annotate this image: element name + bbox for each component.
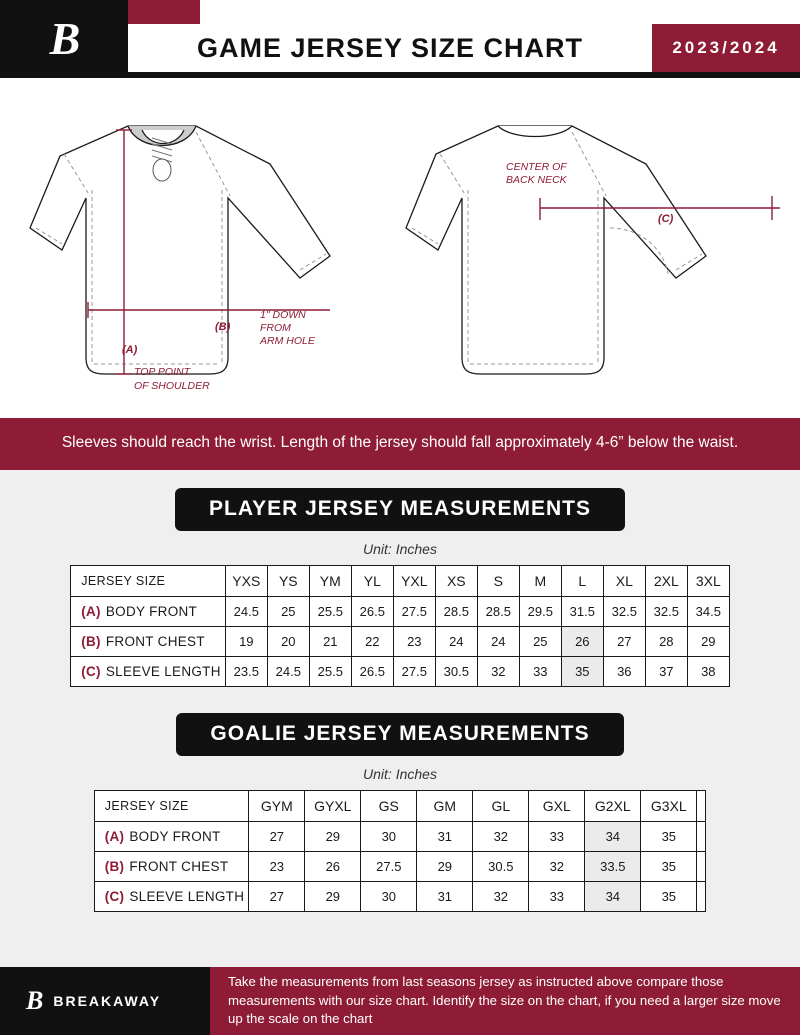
measurement-value: 30 <box>361 822 417 852</box>
measurement-value: 24.5 <box>225 597 267 627</box>
footer-brand <box>0 967 210 1035</box>
table-row <box>71 597 730 627</box>
measurement-value: 33 <box>529 882 585 912</box>
measurement-value: 23 <box>393 627 435 657</box>
measurement-value: 21 <box>309 627 351 657</box>
label-a-front: (A) <box>122 344 138 356</box>
measurement-value: 31 <box>417 822 473 852</box>
svg-text:FROM: FROM <box>260 322 291 334</box>
measurement-tag: (B) <box>81 634 101 650</box>
measurement-value: 22 <box>351 627 393 657</box>
jersey-diagram-svg <box>0 78 800 418</box>
measurement-value: 19 <box>225 627 267 657</box>
measurement-label: (B) FRONT CHEST <box>94 852 249 882</box>
player-section-header <box>0 470 800 531</box>
measurement-value: 29.5 <box>519 597 561 627</box>
measurement-value: 34 <box>585 882 641 912</box>
size-header-gym: GYM <box>249 791 305 822</box>
measurement-value: 27.5 <box>393 657 435 687</box>
measurement-value: 35 <box>561 657 603 687</box>
size-header-s: S <box>477 566 519 597</box>
size-header-gm: GM <box>417 791 473 822</box>
size-header-ys: YS <box>267 566 309 597</box>
size-header-gl: GL <box>473 791 529 822</box>
annotation-center-back-neck <box>506 161 568 186</box>
size-header-gs: GS <box>361 791 417 822</box>
jersey-size-header: JERSEY SIZE <box>94 791 249 822</box>
measurement-value: 30.5 <box>473 852 529 882</box>
goalie-unit-label: Unit: Inches <box>363 766 437 783</box>
svg-text:CENTER OF: CENTER OF <box>506 161 567 173</box>
measurement-value: 26 <box>561 627 603 657</box>
measurement-tag: (C) <box>104 889 125 905</box>
measurement-value: 31.5 <box>561 597 603 627</box>
measurement-value: 25 <box>519 627 561 657</box>
measurement-value: 27.5 <box>361 852 417 882</box>
measurement-value: 24 <box>435 627 477 657</box>
measurement-tag: (A) <box>81 604 101 620</box>
brand-logo-letter: B <box>49 13 79 64</box>
table-row <box>94 822 706 852</box>
measurement-value: 26.5 <box>351 597 393 627</box>
goalie-section-header <box>0 687 800 756</box>
measurement-value: 25 <box>267 597 309 627</box>
svg-text:1" DOWN: 1" DOWN <box>260 309 306 321</box>
size-header-gyxl: GYXL <box>305 791 361 822</box>
measurement-value: 35 <box>641 852 697 882</box>
measurement-tag: (B) <box>104 859 125 875</box>
spacer-cell <box>697 852 706 882</box>
measurement-value: 30.5 <box>435 657 477 687</box>
measurement-value: 28 <box>645 627 687 657</box>
size-header-2xl: 2XL <box>645 566 687 597</box>
table-header-row <box>94 791 706 822</box>
measurement-value: 32 <box>477 657 519 687</box>
jersey-diagram <box>0 78 800 418</box>
measurement-value: 29 <box>687 627 729 657</box>
page-footer <box>0 967 800 1035</box>
measurement-value: 29 <box>417 852 473 882</box>
sizing-note: Sleeves should reach the wrist. Length of the jersey should fall approximately 4-6” below the waist. <box>0 418 800 470</box>
size-header-g2xl: G2XL <box>585 791 641 822</box>
measurement-value: 24.5 <box>267 657 309 687</box>
measurement-value: 35 <box>641 822 697 852</box>
measurement-value: 32 <box>473 822 529 852</box>
size-header-xl: XL <box>603 566 645 597</box>
size-header-xs: XS <box>435 566 477 597</box>
measurement-value: 32.5 <box>603 597 645 627</box>
measurement-value: 29 <box>305 882 361 912</box>
brand-logo <box>0 0 128 78</box>
measurement-value: 28.5 <box>477 597 519 627</box>
svg-text:TOP POINT: TOP POINT <box>134 366 191 378</box>
jersey-size-header: JERSEY SIZE <box>71 566 226 597</box>
size-header-3xl: 3XL <box>687 566 729 597</box>
measurement-value: 30 <box>361 882 417 912</box>
measurement-value: 24 <box>477 627 519 657</box>
measurement-label: (A) BODY FRONT <box>94 822 249 852</box>
size-header-yxs: YXS <box>225 566 267 597</box>
size-header-l: L <box>561 566 603 597</box>
measurement-value: 33 <box>529 822 585 852</box>
table-row <box>71 657 730 687</box>
season-badge: 2023/2024 <box>652 24 800 72</box>
measurement-value: 35 <box>641 882 697 912</box>
measurement-value: 25.5 <box>309 657 351 687</box>
measurement-value: 26 <box>305 852 361 882</box>
measurement-value: 28.5 <box>435 597 477 627</box>
measurement-value: 27 <box>249 822 305 852</box>
svg-text:BACK NECK: BACK NECK <box>506 174 567 186</box>
spacer-cell <box>697 791 706 822</box>
measurement-label: (B) FRONT CHEST <box>71 627 226 657</box>
goalie-measurements-table <box>94 790 707 912</box>
footer-instructions: Take the measurements from last seasons jersey as instructed above compare those measurements with our size chart. Identify the size on the chart, if you need a larger size move up the scale on the chart <box>210 967 800 1035</box>
player-unit-label: Unit: Inches <box>363 541 437 558</box>
measurement-value: 33 <box>519 657 561 687</box>
measurement-value: 27.5 <box>393 597 435 627</box>
measurement-value: 20 <box>267 627 309 657</box>
spacer-cell <box>697 822 706 852</box>
size-header-g3xl: G3XL <box>641 791 697 822</box>
footer-logo-letter: B <box>26 986 44 1015</box>
table-row <box>71 627 730 657</box>
spacer-cell <box>697 882 706 912</box>
measurement-value: 34 <box>585 822 641 852</box>
measurement-tag: (A) <box>104 829 125 845</box>
measurement-label: (A) BODY FRONT <box>71 597 226 627</box>
player-section-title: PLAYER JERSEY MEASUREMENTS <box>175 488 625 531</box>
label-b-front: (B) <box>215 321 231 333</box>
svg-text:ARM HOLE: ARM HOLE <box>260 335 315 347</box>
page-title-plate <box>128 24 652 72</box>
measurement-value: 36 <box>603 657 645 687</box>
player-measurements-table <box>70 565 730 687</box>
measurement-value: 25.5 <box>309 597 351 627</box>
measurement-value: 32 <box>473 882 529 912</box>
measurement-value: 37 <box>645 657 687 687</box>
measurement-value: 32.5 <box>645 597 687 627</box>
size-header-gxl: GXL <box>529 791 585 822</box>
table-row <box>94 882 706 912</box>
measurement-value: 23.5 <box>225 657 267 687</box>
size-header-ym: YM <box>309 566 351 597</box>
table-row <box>94 852 706 882</box>
measurement-value: 33.5 <box>585 852 641 882</box>
measurement-value: 31 <box>417 882 473 912</box>
label-c-back: (C) <box>658 213 674 225</box>
measurement-value: 23 <box>249 852 305 882</box>
measurement-value: 29 <box>305 822 361 852</box>
measurement-label: (C) SLEEVE LENGTH <box>71 657 226 687</box>
measurement-value: 27 <box>249 882 305 912</box>
measurement-value: 34.5 <box>687 597 729 627</box>
size-header-yl: YL <box>351 566 393 597</box>
svg-text:OF SHOULDER: OF SHOULDER <box>134 380 210 392</box>
goalie-section-title: GOALIE JERSEY MEASUREMENTS <box>176 713 623 756</box>
size-header-m: M <box>519 566 561 597</box>
measurement-label: (C) SLEEVE LENGTH <box>94 882 249 912</box>
measurements-area <box>0 470 800 998</box>
measurement-value: 32 <box>529 852 585 882</box>
size-header-yxl: YXL <box>393 566 435 597</box>
page-header <box>0 0 800 78</box>
measurement-value: 26.5 <box>351 657 393 687</box>
measurement-value: 27 <box>603 627 645 657</box>
table-header-row <box>71 566 730 597</box>
footer-brand-name: BREAKAWAY <box>53 993 162 1009</box>
page-title: GAME JERSEY SIZE CHART <box>196 32 584 63</box>
measurement-tag: (C) <box>81 664 101 680</box>
annotation-one-inch-down <box>259 309 316 347</box>
measurement-value: 38 <box>687 657 729 687</box>
